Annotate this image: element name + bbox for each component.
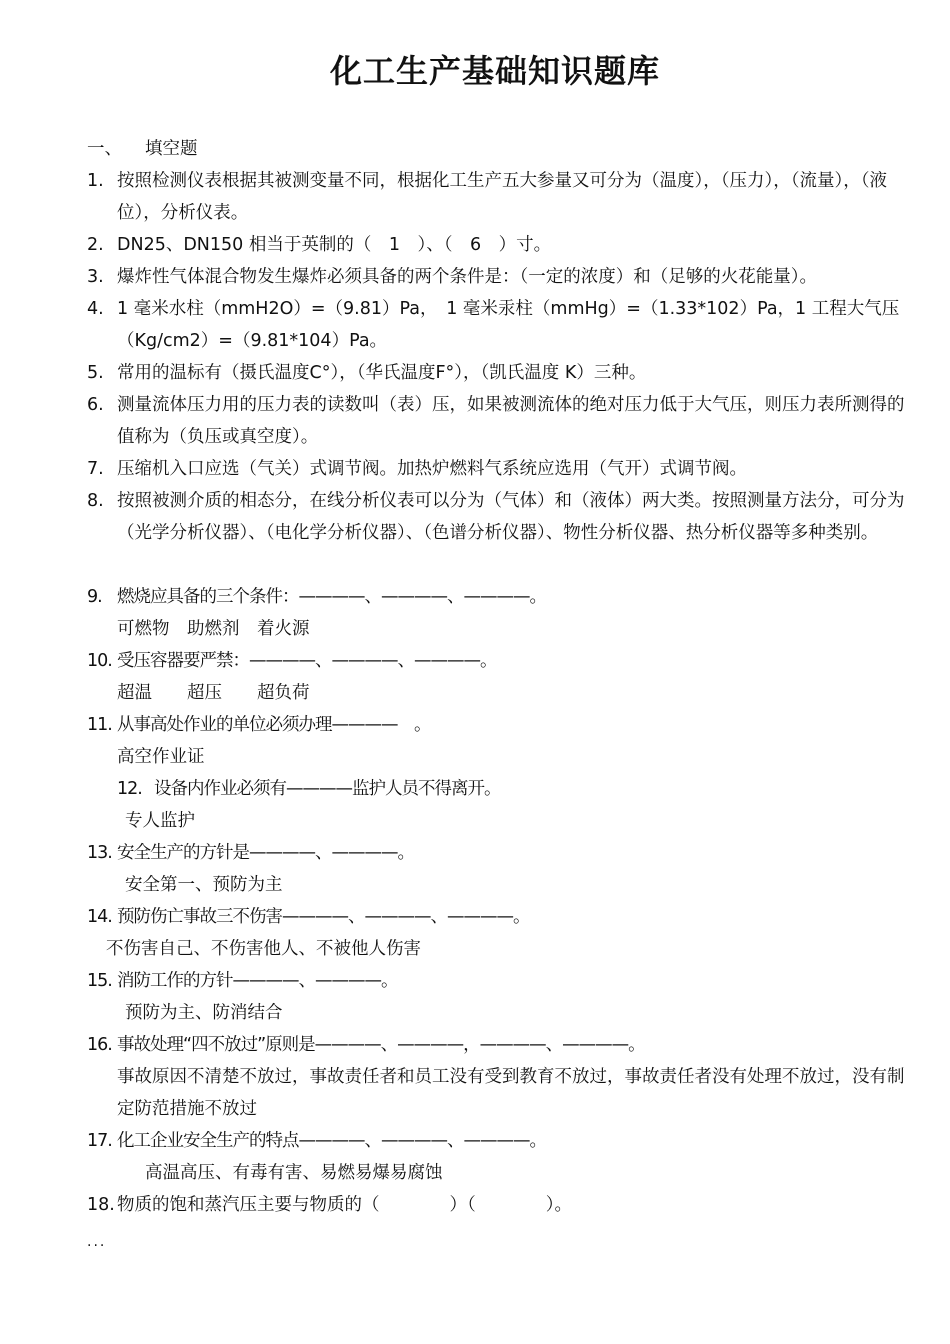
answer-12: 专人监护 [125,811,195,831]
question-1 [87,165,912,229]
question-text: 设备内作业必须有————监护人员不得离开。 [154,779,501,799]
question-14 [87,901,912,933]
question-7 [87,453,912,485]
question-5 [87,357,912,389]
question-text: 安全生产的方针是————、————。 [117,843,414,863]
answer-16 [117,1061,912,1125]
question-number: 9. [87,587,102,607]
question-number: 6. [87,395,104,415]
question-text: 化工企业安全生产的特点————、————、————。 [117,1131,546,1151]
question-number: 11. [87,715,112,735]
question-number: 15. [87,971,112,991]
question-text: 测量流体压力用的压力表的读数叫（表）压，如果被测流体的绝对压力低于大气压，则压力表所测得的值称为（负压或真空度）。 [117,395,905,447]
question-number: 18. [87,1195,115,1215]
question-number: 2. [87,235,104,255]
question-text: 压缩机入口应选（气关）式调节阀。加热炉燃料气系统应选用（气开）式调节阀。 [117,459,747,479]
answer-14: 不伤害自己、不伤害他人、不被他人伤害 [106,939,421,959]
question-number: 3. [87,267,104,287]
question-15 [87,965,912,997]
section-heading [87,138,198,160]
question-text: 1 毫米水柱（mmH2O）=（9.81）Pa， 1 毫米汞柱（mmHg）=（1.33*102）Pa，1 工程大气压（Kg/cm2）=（9.81*104）Pa。 [117,299,900,351]
question-number: 7. [87,459,104,479]
question-text: 事故处理“四不放过”原则是————、————，————、————。 [117,1035,645,1055]
answer-15: 预防为主、防消结合 [125,1003,283,1023]
question-text: 按照被测介质的相态分，在线分析仪表可以分为（气体）和（液体）两大类。按照测量方法分，可分为（光学分析仪器）、（电化学分析仪器）、（色谱分析仪器）、物性分析仪器、热分析仪器等多种类别。 [117,491,905,543]
question-text: 受压容器要严禁：————、————、————。 [117,651,497,671]
page-title: 化工生产基础知识题库 [329,52,660,90]
question-12 [117,773,897,805]
question-11 [87,709,912,741]
question-number: 12. [117,779,142,799]
question-number: 17. [87,1131,112,1151]
question-number: 5. [87,363,104,383]
question-text: 物质的饱和蒸汽压主要与物质的（ ）（ ）。 [117,1195,572,1215]
section-number: 一、 [87,139,122,159]
answer-13: 安全第一、预防为主 [125,875,283,895]
question-4 [87,293,912,357]
question-text: 常用的温标有（摄氏温度C°），（华氏温度F°），（凯氏温度 K）三种。 [117,363,647,383]
question-text: DN25、DN150 相当于英制的（ 1 ）、（ 6 ）寸。 [117,235,552,255]
answer-9: 可燃物 助燃剂 着火源 [117,619,310,639]
question-text: 从事高处作业的单位必须办理———— 。 [117,715,431,735]
question-13 [87,837,912,869]
question-text: 按照检测仪表根据其被测变量不同，根据化工生产五大参量又可分为（温度），（压力），（流量），（液位），分析仪表。 [117,171,887,223]
question-number: 10. [87,651,112,671]
question-18 [87,1189,912,1221]
question-8 [87,485,912,549]
question-number: 14. [87,907,112,927]
question-3 [87,261,912,293]
question-17 [87,1125,912,1157]
continuation-ellipsis: ... [87,1234,107,1250]
question-2 [87,229,912,261]
answer-17: 高温高压、有毒有害、易燃易爆易腐蚀 [145,1163,443,1183]
question-number: 4. [87,299,104,319]
question-text: 消防工作的方针————、————。 [117,971,398,991]
question-text: 预防伤亡事故三不伤害————、————、————。 [117,907,530,927]
question-number: 1. [87,171,104,191]
answer-text: 事故原因不清楚不放过，事故责任者和员工没有受到教育不放过，事故责任者没有处理不放过，没有制定防范措施不放过 [117,1067,905,1119]
question-number: 13. [87,843,112,863]
answer-11: 高空作业证 [117,747,205,767]
question-text: 燃烧应具备的三个条件：————、————、————。 [117,587,546,607]
section-title: 填空题 [145,139,198,159]
question-9 [87,581,912,613]
question-6 [87,389,912,453]
answer-10: 超温 超压 超负荷 [117,683,310,703]
question-text: 爆炸性气体混合物发生爆炸必须具备的两个条件是：（一定的浓度）和（足够的火花能量）。 [117,267,817,287]
question-16 [87,1029,912,1061]
question-number: 16. [87,1035,112,1055]
question-number: 8. [87,491,104,511]
question-10 [87,645,912,677]
